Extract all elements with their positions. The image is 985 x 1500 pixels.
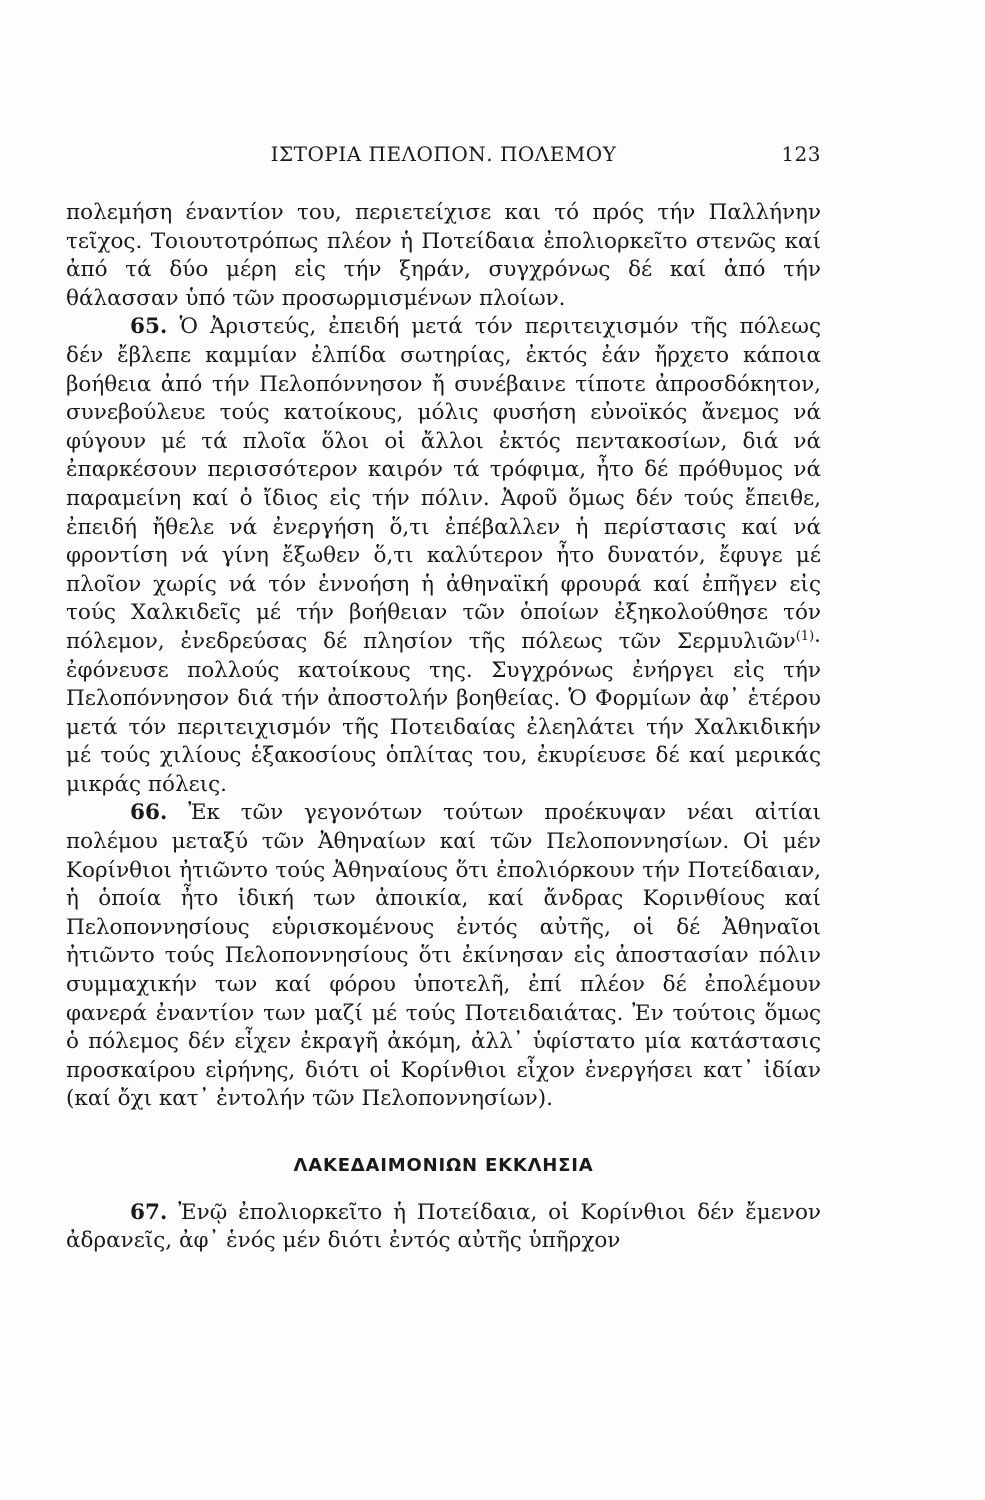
running-head <box>66 142 821 172</box>
paragraph-number: 66. <box>130 800 168 826</box>
paragraph-number: 67. <box>130 1199 168 1225</box>
book-page <box>66 142 821 1256</box>
paragraph-text-continued: · ἐφόνευσε πολλούς κατοίκους της. Συγχρόνως ἐνήργει εἰς τήν Πελοπόννησον διά τήν ἀποστολήν βοηθείας. Ὁ Φορμίων ἀφ᾽ ἑτέρου μετά τόν περιτειχισμόν τῆς Ποτειδαίας ἐλεηλάτει τήν Χαλκιδικήν μέ τούς χιλίους ἑξακοσίους ὁπλίτας του, ἐκυρίευσε δέ καί μερικάς μικράς πόλεις. <box>66 628 821 797</box>
paragraph-text: Ἐνῷ ἐπολιορκεῖτο ἡ Ποτείδαια, οἱ Κορίνθιοι δέν ἔμενον ἀδρανεῖς, ἀφ᾽ ἑνός μέν διότι ἐντός αὐτῆς ὑπῆρχον <box>66 1199 821 1254</box>
paragraph-66 <box>66 799 821 1114</box>
paragraph-number: 65. <box>130 314 168 340</box>
page-number: 123 <box>781 142 821 166</box>
footnote-marker: (1) <box>795 628 815 644</box>
paragraph-text: Ἐκ τῶν γεγονότων τούτων προέκυψαν νέαι αἰτίαι πολέμου μεταξύ τῶν Ἀθηναίων καί τῶν Πελοποννησίων. Οἱ μέν Κορίνθιοι ἠτιῶντο τούς Ἀθηναίους ὅτι ἐπολιόρκουν τήν Ποτείδαιαν, ἡ ὁποία ἦτο ἰδική των ἀποικία, καί ἄνδρας Κορινθίους καί Πελοποννησίους εὑρισκομένους ἐντός αὐτῆς, οἱ δέ Ἀθηναῖοι ἠτιῶντο τούς Πελοποννησίους ὅτι ἐκίνησαν εἰς ἀποστασίαν πόλιν συμμαχικήν των καί φόρου ὑποτελῆ, ἐπί πλέον δέ ἐπολέμουν φανερά ἐναντίον των μαζί μέ τούς Ποτειδαιάτας. Ἐν τούτοις ὅμως ὁ πόλεμος δέν εἶχεν ἐκραγῆ ἀκόμη, ἀλλ᾽ ὑφίστατο μία κατάστασις προσκαίρου εἰρήνης, διότι οἱ Κορίνθιοι εἶχον ἐνεργήσει κατ᾽ ἰδίαν (καί ὄχι κατ᾽ ἐντολήν τῶν Πελοποννησίων). <box>66 800 821 1112</box>
paragraph-continuation <box>66 199 821 313</box>
paragraph-text: Ὁ Ἀριστεύς, ἐπειδή μετά τόν περιτειχισμόν τῆς πόλεως δέν ἔβλεπε καμμίαν ἐλπίδα σωτηρίας, ἐκτός ἐάν ἤρχετο κάποια βοήθεια ἀπό τήν Πελοπόννησον ἤ συνέβαινε τίποτε ἀπροσδόκητον, συνεβούλευε τούς κατοίκους, μόλις φυσήση εὐνοϊκός ἄνεμος νά φύγουν μέ τά πλοῖα ὅλοι οἱ ἄλλοι ἐκτός πεντακοσίων, διά νά ἐπαρκέσουν περισσότερον καιρόν τά τρόφιμα, ἦτο δέ πρόθυμος νά παραμείνη καί ὁ ἴδιος εἰς τήν πόλιν. Ἀφοῦ ὅμως δέν τούς ἔπειθε, ἐπειδή ἤθελε νά ἐνεργήση ὅ,τι ἐπέβαλλεν ἡ περίστασις καί νά φροντίση νά γίνη ἔξωθεν ὅ,τι καλύτερον ἦτο δυνατόν, ἔφυγε μέ πλοῖον χωρίς νά τόν ἐννοήση ἡ ἀθηναϊκή φρουρά καί ἐπῆγεν εἰς τούς Χαλκιδεῖς μέ τήν βοήθειαν τῶν ὁποίων ἐξηκολούθησε τόν πόλεμον, ἐνεδρεύσας δέ πλησίον τῆς πόλεως τῶν Σερμυλιῶν <box>66 314 821 654</box>
paragraph-65 <box>66 313 821 799</box>
paragraph-text: πολεμήση έναντίον του, περιετείχισε και τό πρός τήν Παλλήνην τεῖχος. Τοιουτοτρόπως πλέον ἡ Ποτείδαια ἐπολιορκεῖτο στενῶς καί ἀπό τά δύο μέρη εἰς τήν ξηράν, συγχρόνως δέ καί ἀπό τήν θάλασσαν ὑπό τῶν προσωρμισμένων πλοίων. <box>66 200 821 311</box>
paragraph-67 <box>66 1199 821 1256</box>
running-title: ΙΣΤΟΡΙΑ ΠΕΛΟΠΟΝ. ΠΟΛΕΜΟΥ <box>270 142 617 166</box>
body-text <box>66 199 821 1256</box>
section-heading: ΛΑΚΕΔΑΙΜΟΝΙΩΝ ΕΚΚΛΗΣΙΑ <box>293 1155 594 1176</box>
